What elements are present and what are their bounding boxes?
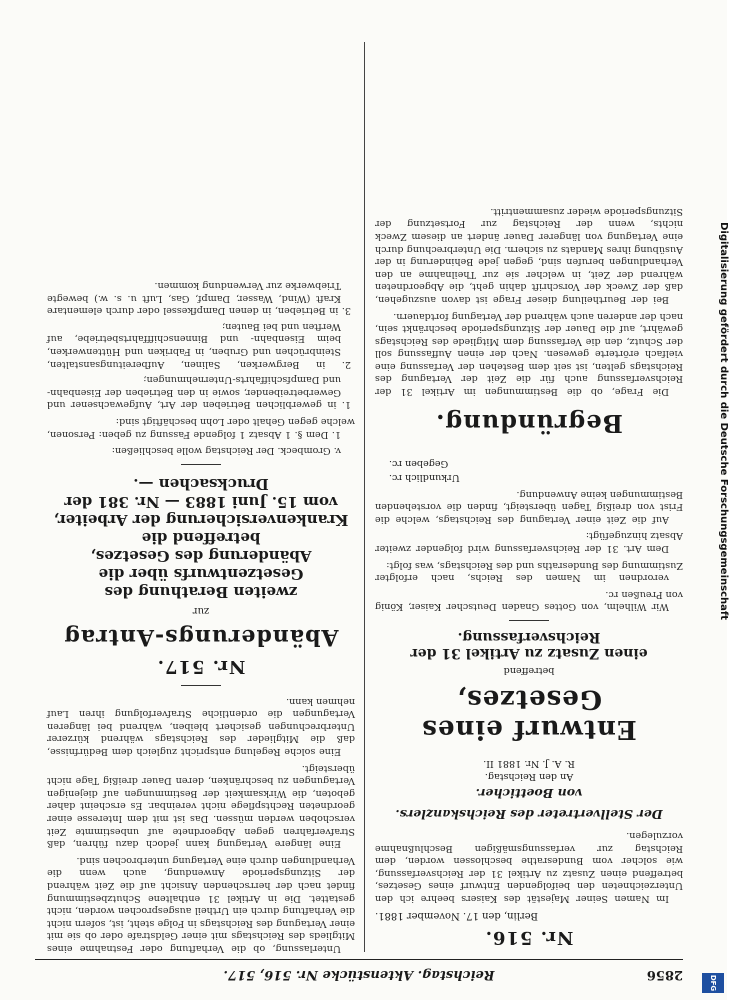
reasons-paragraph-2: Bei der Beurtheilung dieser Frage ist davon auszugehen, daß der Zweck der Vorschrift dahin geht, die Abgeordneten während der Zeit, in welcher sie zur Theilnahme an den Verhandlungen berufen sind, gegen jede Behinderung in der Ausübung ihres Mandats zu sichern. Die Unterbrechung durch eine Vertagung von längerer Dauer ändert an diesem Zweck nichts, wenn der Reichstag zur Fortsetzung der Sitzungsperiode wieder zusammentritt. [375,205,683,305]
reasons-continued-3: Eine solche Regelung entspricht zugleich dem Bedürfnisse, daß die Mitglieder des Reichstags während kürzerer Unterbrechungen gesichert bleiben, während bei längeren Vertagungen die ordentliche Strafverfolgung ihren Lauf nehmen kann. [47,695,355,758]
right-column [47,34,355,954]
intro-paragraph: Im Namen Seiner Majestät des Kaisers beehre ich den Unterzeichneten den beifolgenden Entwurf eines Gesetzes, betreffend einen Zusatz zu Artikel 31 der Reichsverfassung, wie solcher vom Bundesrathe beschlossen worden, dem Reichstag zur verfassungsmäßigen Beschlußnahme vorzulegen. [375,830,683,904]
enactment-text: verordnen im Namen des Reichs, nach erfolgter Zustimmung des Bundesraths und des Reichstags, was folgt: [375,559,683,584]
reasons-continued-1: Unterlassung, ob die Verhaftung oder Festnahme eines Mitglieds des Reichstags mit einer Geldstrafe oder ob sie mit einer Vertagung des Reichstags in Folge steht, ist, sofern nicht die Verhaftung durch ein Urtheil ausgesprochen worden, nicht gestattet. Die in Artikel 31 enthaltene Schutzbestimmung findet nach der herrschenden Ansicht auf die Zeit während der Sitzungsperiode Anwendung, auch wenn die Verhandlungen durch eine Vertagung unterbrochen sind. [47,854,355,954]
article-text: Auf die Zeit einer Vertagung des Reichstags, welche die Frist von dreißig Tagen übersteigt, finden die vorstehenden Bestimmungen keine Anwendung. [375,488,683,525]
separator-rule [509,620,549,621]
page-number: 2856 [646,967,683,982]
page-header [35,959,683,990]
separator-rule [181,685,221,686]
doc-number-516: Nr. 516. [484,927,574,948]
signer-title: Der Stellvertreter des Reichskanzlers. [395,807,663,823]
column-divider [364,42,365,952]
bill-title: Entwurf eines Gesetzes, [421,684,637,745]
running-title: Reichstag. Aktenstücke Nr. 516, 517. [223,967,495,982]
signer-name: von Boetticher. [475,786,583,802]
amendment-item-intro: 1. Dem §. 1 Absatz 1 folgende Fassung zu geben: Personen, welche gegen Gehalt oder Lohn beschäftigt sind: [47,415,355,440]
article-heading: Dem Art. 31 der Reichsverfassung wird folgender zweiter Absatz hinzugefügt: [375,530,683,555]
digitization-credit: Digitalisierung gefördert durch die Deutsche Forschungsgemeinschaft [718,222,729,620]
doc-number-517: Nr. 517. [156,656,246,678]
enactment-formula: Wir Wilhelm, von Gottes Gnaden Deutscher Kaiser, König von Preußen rc. [375,588,683,613]
reasons-title: Begründung. [435,409,623,439]
proposer-line: v. Grombeck. Der Reichstag wolle beschließen: [111,445,341,457]
amendment-title: Abänderungs-Antrag [63,624,339,651]
amendment-item-1: 1. in gewerblichen Betrieben der Art, Aufgewachsener und Gewerbetreibender, sowie in den Betrieben der Eisenbahn- und Dampfschiffahrts-Unternehmungen; [47,374,351,411]
left-column [375,34,683,954]
addressee: An den Reichstag. [484,771,574,783]
reasons-continued-2: Eine längere Vertagung kann jedoch dazu führen, daß Strafverfahren gegen Abgeordnete auf unbestimmte Zeit verschoben werden müssen. Das ist mit dem Interesse einer geordneten Rechtspflege nicht vereinbar. Es erscheint daher geboten, die Wirksamkeit der Bestimmungen auf diejenigen Vertagungen zu beschränken, deren Dauer dreißig Tage nicht übersteigt. [47,762,355,850]
bill-subtitle: einen Zusatz zu Artikel 31 der Reichsverfassung. [410,629,648,662]
reasons-paragraph-1: Die Frage, ob die Bestimmungen im Artikel 31 der Reichsverfassung auch für die Zeit der Vertagung des Reichstags gelten, ist seit dem Bestehen der Verfassung eine vielfach erörterte gewesen. Nach der einen Auffassung soll der Schutz, den die Verfassung dem Mitgliede des Reichstags gewährt, auf die Dauer der Sitzungsperiode beschränkt sein, nach der anderen auch während der Vertagung fortdauern. [375,310,683,398]
file-reference: R. A. J. Nr. 1881 II. [483,758,575,770]
signature-line-2: Gegeben rc. [389,458,449,470]
dfg-logo: DFG [702,973,724,993]
amendment-subtitle: zweiten Berathung des Gesetzentwurfs über die Abänderung des Gesetzes, betreffend die Krankenversicherung der Arbeiter, vom 15. Juni 1883 — Nr. 381 der Drucksachen —. [53,475,349,602]
dateline: Berlin, den 17. November 1881. [375,910,538,921]
bill-subtitle-label: betreffend [503,665,555,677]
amendment-item-3: 3. in Betrieben, in denen Dampfkessel oder durch elementare Kraft (Wind, Wasser, Dampf, Gas, Luft u. s. w.) bewegte Triebwerke zur Verwendung kommen. [47,280,351,317]
signature-line-1: Urkundlich rc. [389,472,460,484]
separator-rule [181,464,221,465]
amendment-item-2: 2. in Bergwerken, Salinen, Aufbereitungsanstalten, Steinbrüchen und Gruben, in Fabriken und Hüttenwerken, beim Eisenbahn- und Binnenschifffahrtsbetriebe, auf Werften und bei Bauten; [47,320,351,370]
amendment-zur: zur [192,605,210,617]
